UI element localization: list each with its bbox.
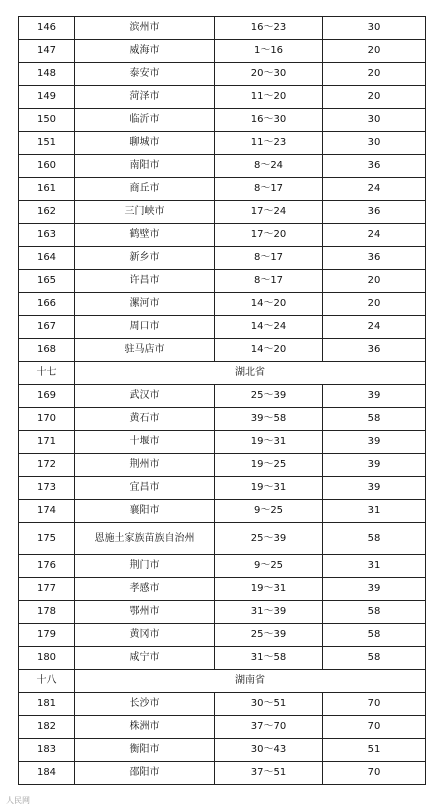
value-cell: 36 (323, 339, 426, 362)
city-name: 宜昌市 (75, 477, 215, 500)
value-cell: 24 (323, 224, 426, 247)
row-number: 179 (19, 624, 75, 647)
row-number: 182 (19, 716, 75, 739)
table-row (19, 624, 426, 647)
row-number: 169 (19, 385, 75, 408)
value-cell: 58 (323, 408, 426, 431)
value-cell: 24 (323, 316, 426, 339)
city-name: 鹤壁市 (75, 224, 215, 247)
province-header-row (19, 362, 426, 385)
city-name: 临沂市 (75, 109, 215, 132)
row-number: 177 (19, 578, 75, 601)
table-row (19, 739, 426, 762)
range-cell: 16～23 (215, 17, 323, 40)
city-name: 荆门市 (75, 555, 215, 578)
city-name: 武汉市 (75, 385, 215, 408)
value-cell: 70 (323, 762, 426, 785)
table-row (19, 601, 426, 624)
range-cell: 14～24 (215, 316, 323, 339)
row-number: 168 (19, 339, 75, 362)
value-cell: 24 (323, 178, 426, 201)
range-cell: 17～20 (215, 224, 323, 247)
range-cell: 14～20 (215, 293, 323, 316)
table-body (19, 17, 426, 785)
range-cell: 14～20 (215, 339, 323, 362)
city-name: 三门峡市 (75, 201, 215, 224)
table-row (19, 17, 426, 40)
value-cell: 31 (323, 500, 426, 523)
table-row (19, 40, 426, 63)
range-cell: 11～20 (215, 86, 323, 109)
range-cell: 19～31 (215, 431, 323, 454)
row-number: 167 (19, 316, 75, 339)
table-row (19, 454, 426, 477)
city-name: 咸宁市 (75, 647, 215, 670)
row-number: 184 (19, 762, 75, 785)
city-name: 襄阳市 (75, 500, 215, 523)
table-row (19, 408, 426, 431)
range-cell: 9～25 (215, 500, 323, 523)
range-cell: 11～23 (215, 132, 323, 155)
row-number: 166 (19, 293, 75, 316)
city-name: 漯河市 (75, 293, 215, 316)
city-name: 南阳市 (75, 155, 215, 178)
range-cell: 8～24 (215, 155, 323, 178)
row-number: 170 (19, 408, 75, 431)
table-row (19, 555, 426, 578)
table-row (19, 647, 426, 670)
value-cell: 31 (323, 555, 426, 578)
value-cell: 36 (323, 155, 426, 178)
city-name: 长沙市 (75, 693, 215, 716)
value-cell: 58 (323, 523, 426, 555)
row-number: 176 (19, 555, 75, 578)
value-cell: 58 (323, 601, 426, 624)
table-row (19, 201, 426, 224)
province-name: 湖北省 (75, 362, 426, 385)
value-cell: 20 (323, 270, 426, 293)
value-cell: 30 (323, 109, 426, 132)
range-cell: 19～25 (215, 454, 323, 477)
value-cell: 70 (323, 693, 426, 716)
range-cell: 8～17 (215, 178, 323, 201)
province-number: 十八 (19, 670, 75, 693)
value-cell: 39 (323, 477, 426, 500)
table-row (19, 86, 426, 109)
range-cell: 37～70 (215, 716, 323, 739)
row-number: 162 (19, 201, 75, 224)
city-name: 恩施土家族苗族自治州 (75, 523, 215, 555)
row-number: 147 (19, 40, 75, 63)
city-name: 鄂州市 (75, 601, 215, 624)
table-row (19, 716, 426, 739)
row-number: 149 (19, 86, 75, 109)
row-number: 174 (19, 500, 75, 523)
range-cell: 19～31 (215, 578, 323, 601)
value-cell: 36 (323, 201, 426, 224)
range-cell: 17～24 (215, 201, 323, 224)
value-cell: 58 (323, 624, 426, 647)
table-row (19, 316, 426, 339)
city-name: 黄石市 (75, 408, 215, 431)
range-cell: 8～17 (215, 247, 323, 270)
row-number: 172 (19, 454, 75, 477)
row-number: 181 (19, 693, 75, 716)
table-row (19, 578, 426, 601)
province-number: 十七 (19, 362, 75, 385)
row-number: 171 (19, 431, 75, 454)
row-number: 151 (19, 132, 75, 155)
city-name: 聊城市 (75, 132, 215, 155)
row-number: 165 (19, 270, 75, 293)
value-cell: 58 (323, 647, 426, 670)
value-cell: 36 (323, 247, 426, 270)
row-number: 163 (19, 224, 75, 247)
city-name: 黄冈市 (75, 624, 215, 647)
row-number: 180 (19, 647, 75, 670)
city-name: 驻马店市 (75, 339, 215, 362)
row-number: 175 (19, 523, 75, 555)
value-cell: 20 (323, 86, 426, 109)
table-row (19, 523, 426, 555)
table-row (19, 247, 426, 270)
city-name: 威海市 (75, 40, 215, 63)
range-cell: 8～17 (215, 270, 323, 293)
range-cell: 31～58 (215, 647, 323, 670)
table-row (19, 224, 426, 247)
table-row (19, 178, 426, 201)
value-cell: 39 (323, 454, 426, 477)
row-number: 160 (19, 155, 75, 178)
table-row (19, 293, 426, 316)
city-name: 邵阳市 (75, 762, 215, 785)
range-cell: 25～39 (215, 523, 323, 555)
table-row (19, 132, 426, 155)
value-cell: 20 (323, 40, 426, 63)
value-cell: 70 (323, 716, 426, 739)
city-name: 孝感市 (75, 578, 215, 601)
table-row (19, 431, 426, 454)
range-cell: 30～51 (215, 693, 323, 716)
range-cell: 37～51 (215, 762, 323, 785)
city-name: 周口市 (75, 316, 215, 339)
city-name: 荆州市 (75, 454, 215, 477)
range-cell: 25～39 (215, 385, 323, 408)
city-name: 株洲市 (75, 716, 215, 739)
value-cell: 39 (323, 431, 426, 454)
city-name: 新乡市 (75, 247, 215, 270)
city-name: 商丘市 (75, 178, 215, 201)
range-cell: 9～25 (215, 555, 323, 578)
range-cell: 30～43 (215, 739, 323, 762)
city-name: 衡阳市 (75, 739, 215, 762)
row-number: 146 (19, 17, 75, 40)
province-name: 湖南省 (75, 670, 426, 693)
range-cell: 19～31 (215, 477, 323, 500)
value-cell: 30 (323, 132, 426, 155)
range-cell: 1～16 (215, 40, 323, 63)
table-row (19, 155, 426, 178)
value-cell: 39 (323, 385, 426, 408)
city-name: 许昌市 (75, 270, 215, 293)
table-row (19, 693, 426, 716)
city-name: 泰安市 (75, 63, 215, 86)
table-row (19, 339, 426, 362)
table-row (19, 500, 426, 523)
row-number: 148 (19, 63, 75, 86)
range-cell: 39～58 (215, 408, 323, 431)
range-cell: 16～30 (215, 109, 323, 132)
data-table (18, 16, 426, 785)
value-cell: 20 (323, 63, 426, 86)
table-row (19, 385, 426, 408)
city-name: 滨州市 (75, 17, 215, 40)
table-row (19, 270, 426, 293)
row-number: 183 (19, 739, 75, 762)
city-name: 十堰市 (75, 431, 215, 454)
city-name: 菏泽市 (75, 86, 215, 109)
province-header-row (19, 670, 426, 693)
row-number: 161 (19, 178, 75, 201)
range-cell: 31～39 (215, 601, 323, 624)
value-cell: 51 (323, 739, 426, 762)
range-cell: 25～39 (215, 624, 323, 647)
table-row (19, 762, 426, 785)
table-row (19, 477, 426, 500)
table-row (19, 63, 426, 86)
table-row (19, 109, 426, 132)
watermark: 人民网 (6, 796, 30, 805)
value-cell: 20 (323, 293, 426, 316)
value-cell: 30 (323, 17, 426, 40)
value-cell: 39 (323, 578, 426, 601)
row-number: 164 (19, 247, 75, 270)
row-number: 178 (19, 601, 75, 624)
row-number: 150 (19, 109, 75, 132)
row-number: 173 (19, 477, 75, 500)
range-cell: 20～30 (215, 63, 323, 86)
